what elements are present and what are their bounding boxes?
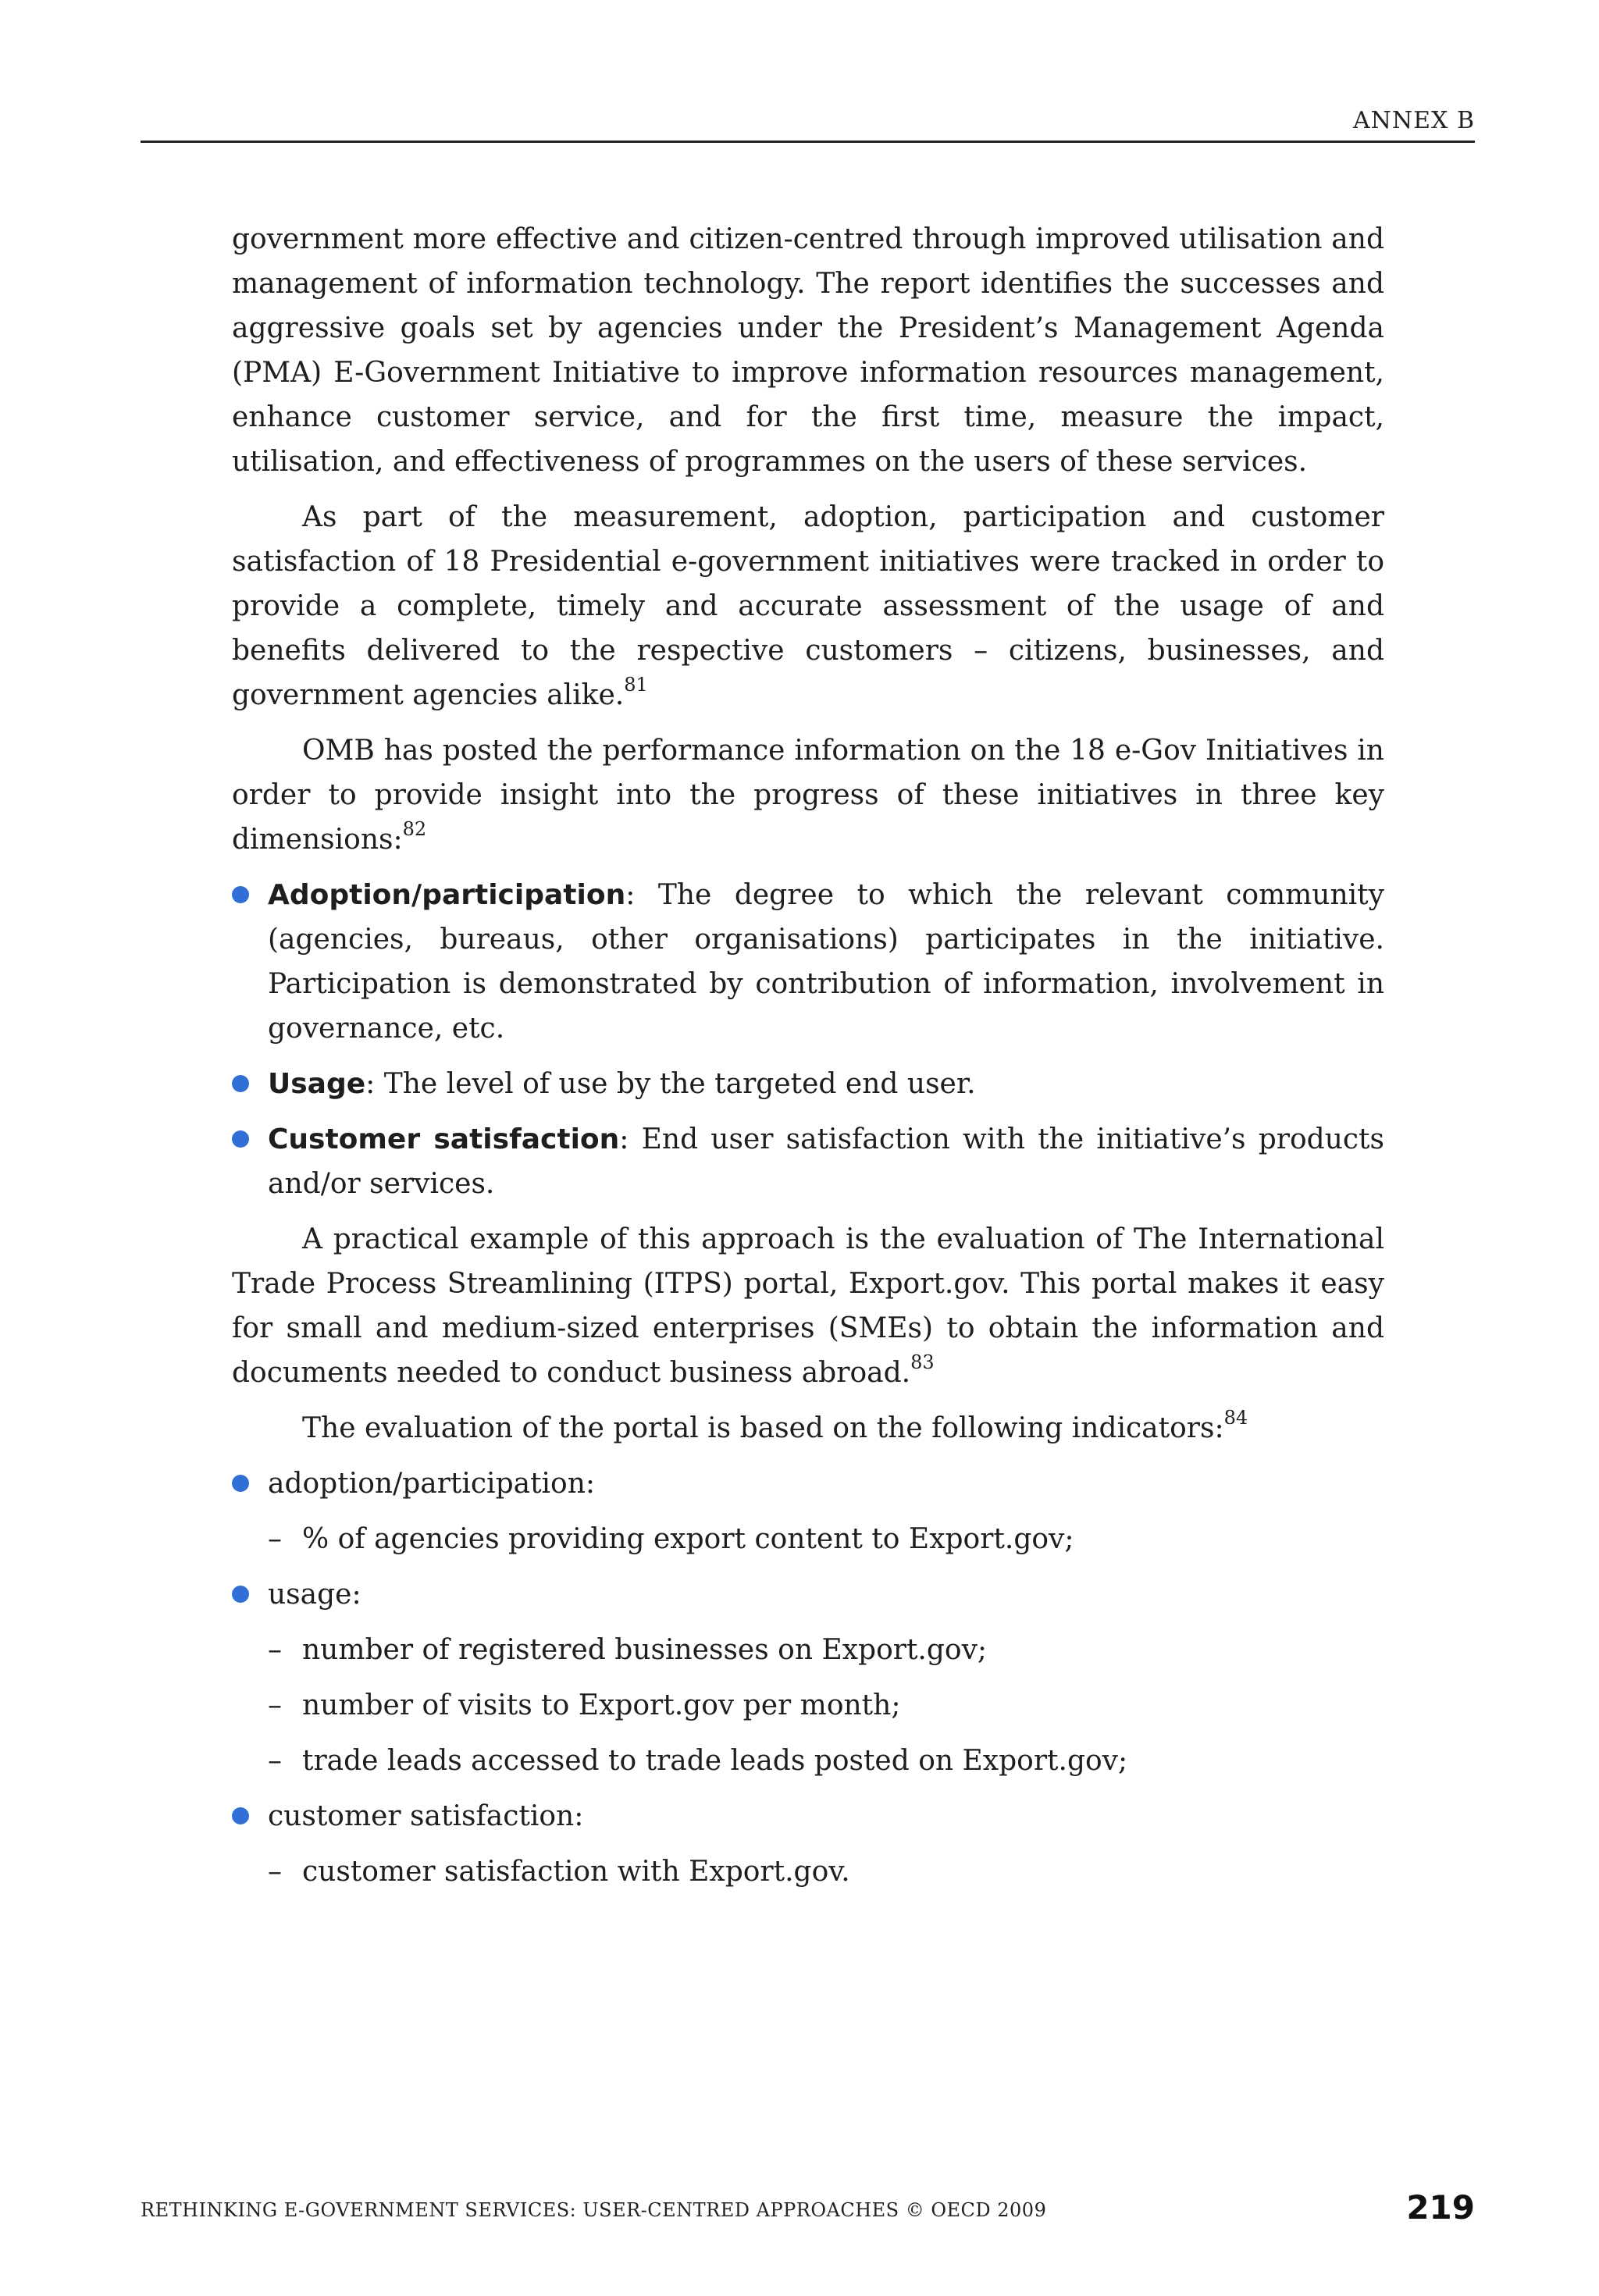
indicator-item: – % of agencies providing export content to Export.gov; xyxy=(232,1517,1384,1561)
indicator-item: – number of registered businesses on Export.gov; xyxy=(232,1628,1384,1672)
indicator-group-adoption xyxy=(232,1461,1384,1506)
indicator-label: customer satisfaction: xyxy=(268,1800,584,1832)
paragraph-3: OMB has posted the performance information on the 18 e-Gov Initiatives in order to provide insight into the progress of these initiatives in three key dimensions:$^{82}$ xyxy=(232,735,1384,856)
indicator-group-satisfaction xyxy=(232,1794,1384,1839)
dimension-text: : End user satisfaction with the initiative’s products and/or services. xyxy=(268,1123,1384,1200)
paragraph-5: The evaluation of the portal is based on the following indicators:$^{84}$ xyxy=(302,1407,1248,1444)
indicator-item: – trade leads accessed to trade leads posted on Export.gov; xyxy=(232,1739,1384,1783)
dash-icon: – xyxy=(268,1523,282,1555)
bullet-dot-icon xyxy=(232,1075,249,1092)
indicator-label: usage: xyxy=(268,1579,361,1611)
footnote-ref-84[interactable]: 84 xyxy=(1223,1407,1248,1429)
bullet-dot-icon xyxy=(232,1807,249,1824)
dimension-term: Usage xyxy=(268,1068,366,1100)
footer-text: RETHINKING E-GOVERNMENT SERVICES: USER-CENTRED APPROACHES © OECD 2009 xyxy=(141,2199,1047,2221)
bullet-dot-icon xyxy=(232,886,249,903)
dimension-item-usage xyxy=(232,1062,1384,1106)
dimension-item-satisfaction xyxy=(232,1117,1384,1206)
dimension-item-adoption xyxy=(232,873,1384,1051)
running-head: ANNEX B xyxy=(1352,107,1475,134)
dimension-text: : The degree to which the relevant community (agencies, bureaus, other organisations) participates in the initiative. Participation is demonstrated by contribution of information, involvement in governance, etc. xyxy=(268,879,1384,1045)
paragraph-1: government more effective and citizen-centred through improved utilisation and management of information technology. The report identifies the successes and aggressive goals set by agencies under the President’s Management Agenda (PMA) E-Government Initiative to improve information resources management, enhance customer service, and for the first time, measure the impact, utilisation, and effectiveness of programmes on the users of these services. xyxy=(232,223,1384,478)
bullet-dot-icon xyxy=(232,1130,249,1148)
indicator-item: – number of visits to Export.gov per month; xyxy=(232,1683,1384,1728)
page-number: 219 xyxy=(1406,2188,1475,2227)
bullet-dot-icon xyxy=(232,1586,249,1603)
footnote-ref-81[interactable]: 81 xyxy=(624,674,648,696)
dash-icon: – xyxy=(268,1634,282,1666)
footnote-ref-83[interactable]: 83 xyxy=(910,1351,935,1373)
dimension-term: Customer satisfaction xyxy=(268,1123,620,1155)
dash-icon: – xyxy=(268,1745,282,1777)
dimension-term: Adoption/participation xyxy=(268,879,626,911)
body-text xyxy=(232,217,1384,1905)
indicator-item: – customer satisfaction with Export.gov. xyxy=(232,1849,1384,1894)
indicator-group-usage xyxy=(232,1572,1384,1617)
header-rule xyxy=(141,141,1475,143)
footnote-ref-82[interactable]: 82 xyxy=(402,818,427,840)
dash-icon: – xyxy=(268,1689,282,1721)
bullet-dot-icon xyxy=(232,1475,249,1492)
paragraph-4: A practical example of this approach is the evaluation of The International Trade Process Streamlining (ITPS) portal, Export.gov. This portal makes it easy for small and medium-sized enterprises (SMEs) to obtain the information and documents needed to conduct business abroad.$^{83}$ xyxy=(232,1223,1384,1389)
indicator-label: adoption/participation: xyxy=(268,1468,596,1500)
paragraph-2: As part of the measurement, adoption, participation and customer satisfaction of 18 Presidential e-government initiatives were tracked in order to provide a complete, timely and accurate assessment of the usage of and benefits delivered to the respective customers – citizens, businesses, and government agencies alike.$^{81}$ xyxy=(232,501,1384,711)
dash-icon: – xyxy=(268,1856,282,1888)
dimension-text: : The level of use by the targeted end user. xyxy=(365,1068,976,1100)
